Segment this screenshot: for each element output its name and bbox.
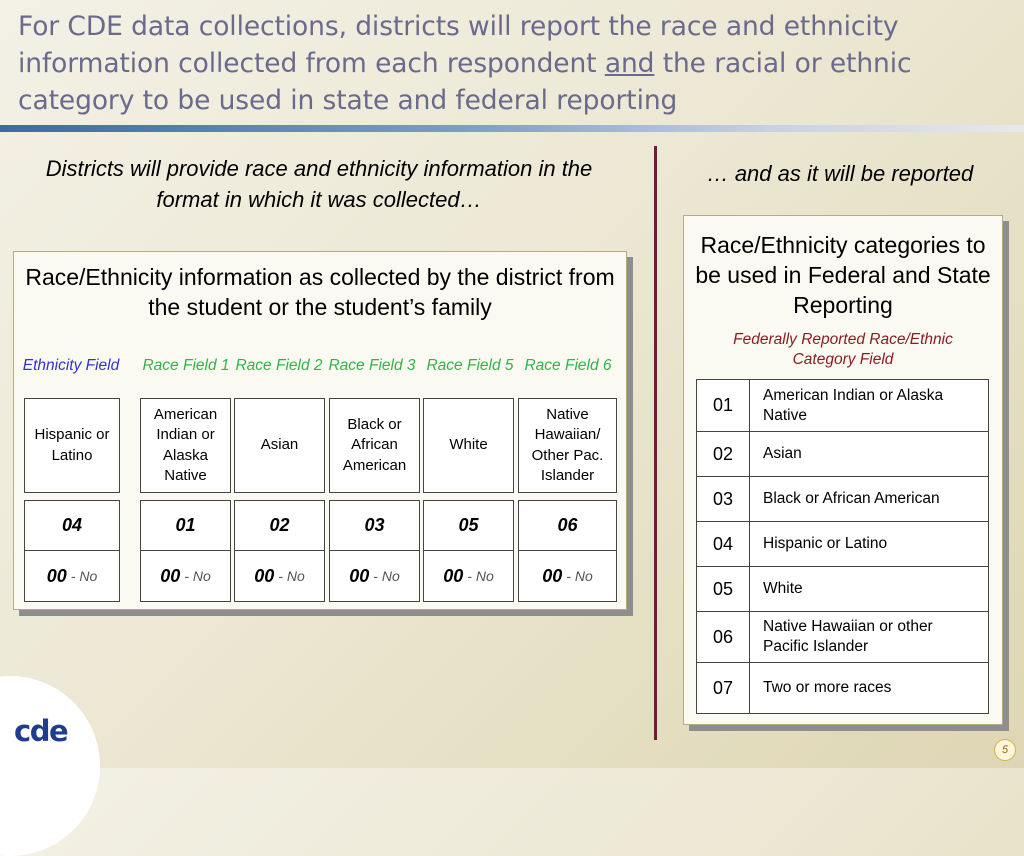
logo-backdrop xyxy=(0,676,100,856)
race-field-2-no-label: - No xyxy=(278,568,305,584)
ethnicity-code-box xyxy=(24,500,120,602)
race-field-2-zero-code: 00 xyxy=(254,565,275,586)
category-row xyxy=(697,567,988,612)
collected-panel-heading: Race/Ethnicity information as collected by the district from the student or the student’s family xyxy=(25,264,615,320)
category-row xyxy=(697,380,988,432)
race-field-3-label: Race Field 3 xyxy=(328,357,416,374)
race-field-3-code: 03 xyxy=(330,501,419,551)
race-field-1-zero-code: 00 xyxy=(160,565,181,586)
category-code: 06 xyxy=(697,612,750,662)
category-name: Native Hawaiian or other Pacific Islander xyxy=(763,618,933,655)
reported-categories-panel xyxy=(683,215,1003,725)
race-field-5-value-box: White xyxy=(423,398,514,493)
category-code: 05 xyxy=(697,567,750,611)
race-field-3-value-box: Black or African American xyxy=(329,398,420,493)
race-field-3-zero-code: 00 xyxy=(349,565,370,586)
reported-panel-subheading: Federally Reported Race/Ethnic Category Field xyxy=(733,331,953,368)
title-text-start: For CDE data collections, districts will report the race and ethnicity information collected from each respondent xyxy=(18,11,899,79)
race-field-6-no-label: - No xyxy=(566,568,593,584)
category-name: Black or African American xyxy=(763,490,940,507)
race-field-3-code-box xyxy=(329,500,420,602)
category-row xyxy=(697,612,988,663)
race-field-1-label: Race Field 1 xyxy=(142,357,230,374)
race-field-2-value-box: Asian xyxy=(234,398,325,493)
race-field-5-code: 05 xyxy=(424,501,513,551)
ethnicity-value-box: Hispanic or Latino xyxy=(24,398,120,493)
cde-logo: cde xyxy=(14,714,68,748)
category-code: 03 xyxy=(697,477,750,521)
category-code: 04 xyxy=(697,522,750,566)
category-row xyxy=(697,477,988,522)
collected-data-panel xyxy=(13,251,627,610)
category-name: Asian xyxy=(763,445,802,462)
category-name: Two or more races xyxy=(763,679,892,696)
race-field-6-code-box xyxy=(518,500,617,602)
ethnicity-zero-code: 00 xyxy=(46,565,67,586)
page-number-badge: 5 xyxy=(994,739,1016,761)
race-field-1-no-code xyxy=(141,551,230,601)
category-name: American Indian or Alaska Native xyxy=(763,386,944,424)
race-field-2-code-box xyxy=(234,500,325,602)
race-field-2-label: Race Field 2 xyxy=(235,357,323,374)
ethnicity-field-label: Ethnicity Field xyxy=(22,357,120,374)
ethnicity-no-label: - No xyxy=(70,568,98,584)
left-intro-text: Districts will provide race and ethnicity information in the format in which it was collected… xyxy=(45,156,593,212)
race-field-2-no-code xyxy=(235,551,324,601)
category-name: Hispanic or Latino xyxy=(763,535,888,552)
race-field-6-code: 06 xyxy=(519,501,616,551)
race-field-6-value-box: Native Hawaiian/ Other Pac. Islander xyxy=(518,398,617,493)
race-field-5-code-box xyxy=(423,500,514,602)
category-code: 02 xyxy=(697,432,750,476)
race-field-5-no-code xyxy=(424,551,513,601)
category-row xyxy=(697,663,988,713)
category-row xyxy=(697,522,988,567)
race-field-5-label: Race Field 5 xyxy=(426,357,514,374)
slide-title xyxy=(18,8,1008,119)
race-field-1-code: 01 xyxy=(141,501,230,551)
ethnicity-code: 04 xyxy=(25,501,119,551)
race-field-1-value-box: American Indian or Alaska Native xyxy=(140,398,231,493)
title-underline-bar xyxy=(0,125,1024,132)
race-field-5-zero-code: 00 xyxy=(443,565,464,586)
race-field-3-no-label: - No xyxy=(373,568,400,584)
ethnicity-no-code xyxy=(25,551,119,601)
category-code: 01 xyxy=(697,380,750,431)
race-field-2-code: 02 xyxy=(235,501,324,551)
race-field-1-no-label: - No xyxy=(184,568,211,584)
race-field-1-code-box xyxy=(140,500,231,602)
right-intro-text: … and as it will be reported xyxy=(706,161,974,186)
race-field-6-no-code xyxy=(519,551,616,601)
race-field-6-zero-code: 00 xyxy=(542,565,563,586)
vertical-divider xyxy=(654,146,657,740)
race-field-6-label: Race Field 6 xyxy=(524,357,612,374)
reported-panel-heading: Race/Ethnicity categories to be used in Federal and State Reporting xyxy=(695,232,991,318)
race-field-5-no-label: - No xyxy=(467,568,494,584)
title-text-end: the racial or ethnic category to be used in state and federal reporting xyxy=(18,48,912,116)
category-name: White xyxy=(763,580,803,597)
category-code: 07 xyxy=(697,663,750,713)
category-table xyxy=(696,379,989,714)
race-field-3-no-code xyxy=(330,551,419,601)
category-row xyxy=(697,432,988,477)
title-underlined-word: and xyxy=(604,48,655,79)
